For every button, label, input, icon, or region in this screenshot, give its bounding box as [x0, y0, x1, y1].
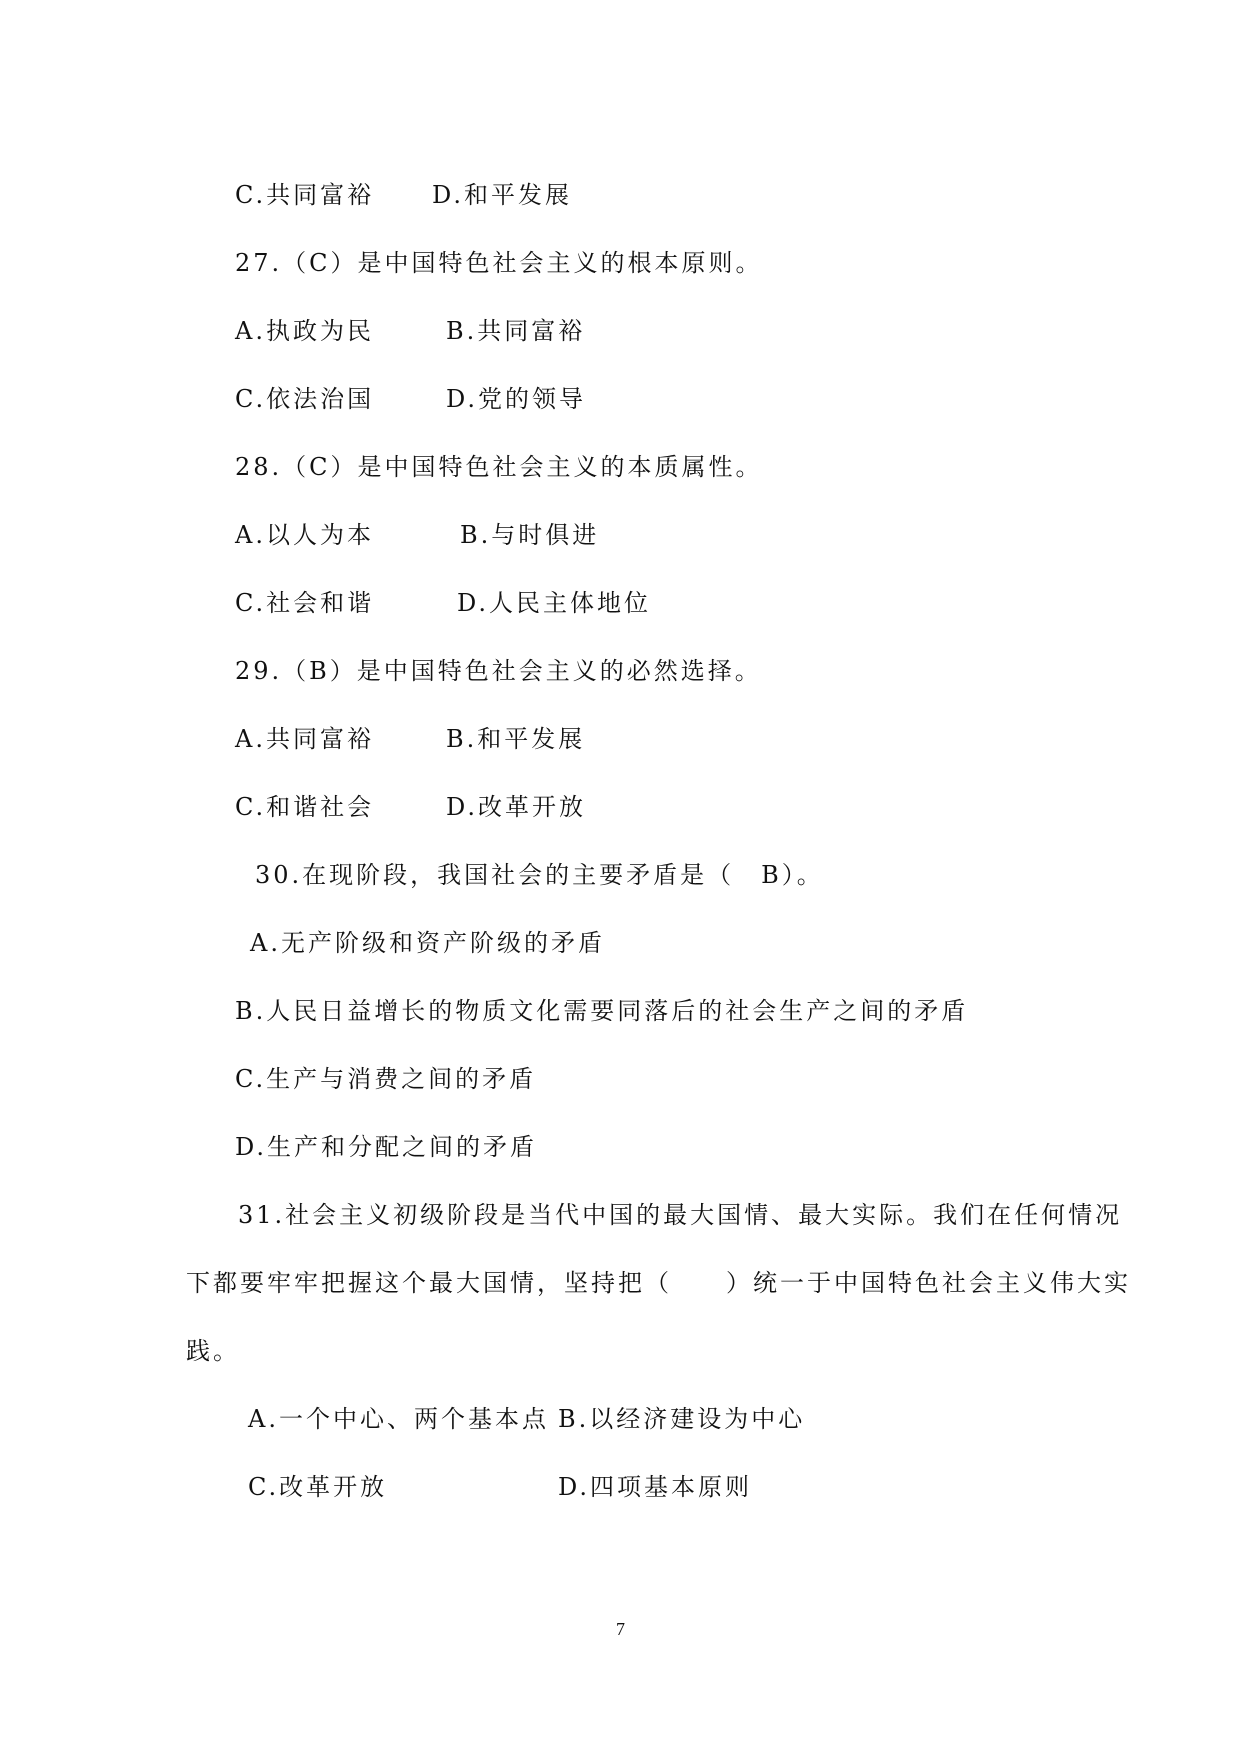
question-31-stem-line-2: 下都要牢牢把握这个最大国情，坚持把（ ）统一于中国特色社会主义伟大实: [186, 1269, 1131, 1297]
question-31-stem-line-3: 践。: [186, 1337, 240, 1365]
question-30-option-a: A.无产阶级和资产阶级的矛盾: [250, 929, 605, 957]
question-28-stem: 28.（C）是中国特色社会主义的本质属性。: [235, 453, 763, 481]
question-28-option-b: B.与时俱进: [460, 521, 600, 549]
question-29-option-c: C.和谐社会: [235, 793, 375, 821]
question-30-option-d: D.生产和分配之间的矛盾: [235, 1133, 538, 1161]
question-31-stem-line-1: 31.社会主义初级阶段是当代中国的最大国情、最大实际。我们在任何情况: [238, 1201, 1123, 1229]
question-31-option-d: D.四项基本原则: [558, 1473, 753, 1501]
question-30-option-c: C.生产与消费之间的矛盾: [235, 1065, 537, 1093]
question-29-stem: 29.（B）是中国特色社会主义的必然选择。: [235, 657, 762, 685]
option-d: D.和平发展: [432, 181, 573, 209]
question-27-option-c: C.依法治国: [235, 385, 375, 413]
question-30-stem: 30.在现阶段，我国社会的主要矛盾是（ B）。: [255, 861, 824, 889]
option-c: C.共同富裕: [235, 181, 375, 209]
question-29-option-d: D.改革开放: [446, 793, 587, 821]
question-31-option-c: C.改革开放: [248, 1473, 388, 1501]
question-31-option-b: B.以经济建设为中心: [558, 1405, 806, 1433]
question-29-option-b: B.和平发展: [446, 725, 586, 753]
question-29-option-a: A.共同富裕: [235, 725, 374, 753]
question-30-option-b: B.人民日益增长的物质文化需要同落后的社会生产之间的矛盾: [235, 997, 969, 1025]
question-28-option-d: D.人民主体地位: [457, 589, 652, 617]
question-28-option-c: C.社会和谐: [235, 589, 375, 617]
question-27-option-a: A.执政为民: [235, 317, 374, 345]
question-28-option-a: A.以人为本: [235, 521, 374, 549]
question-27-option-b: B.共同富裕: [446, 317, 586, 345]
question-27-stem: 27.（C）是中国特色社会主义的根本原则。: [235, 249, 763, 277]
question-31-option-a: A.一个中心、两个基本点: [248, 1405, 549, 1433]
page-number: 7: [616, 1619, 625, 1639]
question-27-option-d: D.党的领导: [446, 385, 587, 413]
